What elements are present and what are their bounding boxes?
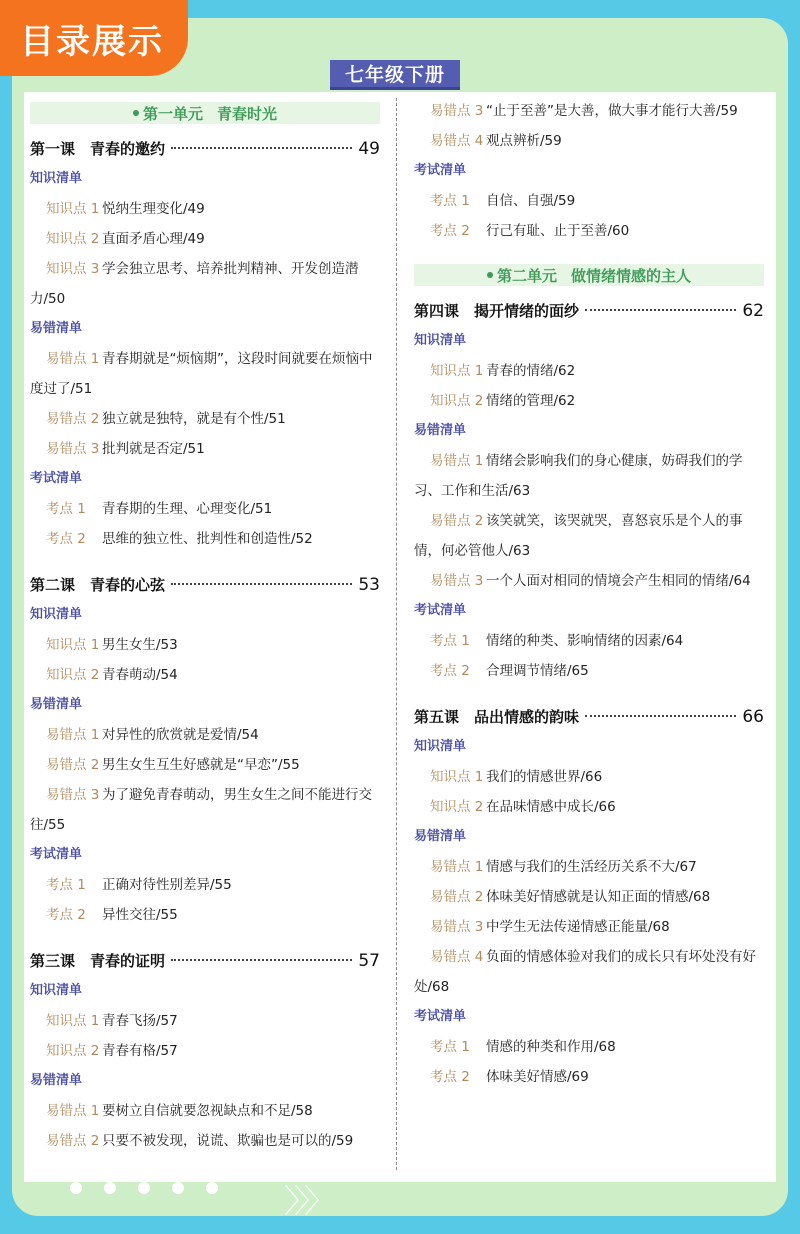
list-item: 考点 1 自信、自强/59 (430, 193, 576, 209)
bullet-dot-icon (487, 272, 493, 278)
list-item: 考点 2 思维的独立性、批判性和创造性/52 (46, 531, 313, 547)
list-item: 易错点 2 体味美好情感就是认知正面的情感/68 (430, 889, 711, 905)
list-item: 知识点 2 在品味情感中成长/66 (430, 799, 616, 815)
dot-leader (171, 583, 352, 585)
dot-leader (585, 715, 736, 717)
list-item: 易错点 3 为了避免青春萌动，男生女生之间不能进行交往/55 (30, 787, 372, 833)
lesson-title-4[interactable]: 第四课 揭开情绪的面纱 62 (414, 301, 764, 321)
dot-leader (171, 147, 352, 149)
section-header: 易错清单 (414, 423, 467, 438)
list-item: 考点 2 异性交往/55 (46, 907, 178, 923)
section-header: 考试清单 (30, 847, 83, 862)
list-item: 易错点 2 该笑就笑，该哭就哭，喜怒哀乐是个人的事情，何必管他人/63 (414, 513, 743, 559)
list-item: 易错点 3 批判就是否定/51 (46, 441, 205, 457)
section-header: 易错清单 (30, 321, 83, 336)
list-item: 知识点 1 悦纳生理变化/49 (46, 201, 205, 217)
list-item: 知识点 2 情绪的管理/62 (430, 393, 576, 409)
lesson-title-3[interactable]: 第三课 青春的证明 57 (30, 951, 380, 971)
list-item: 考点 1 正确对待性别差异/55 (46, 877, 232, 893)
dot-icon (206, 1182, 218, 1194)
unit-heading-1: 第一单元 青春时光 (30, 102, 380, 124)
list-item: 知识点 1 青春飞扬/57 (46, 1013, 178, 1029)
decorative-dots (70, 1182, 218, 1194)
list-item: 易错点 1 对异性的欣赏就是爱情/54 (46, 727, 259, 743)
dot-icon (172, 1182, 184, 1194)
lesson-title-2[interactable]: 第二课 青春的心弦 53 (30, 575, 380, 595)
list-item: 易错点 1 情绪会影响我们的身心健康，妨碍我们的学习、工作和生活/63 (414, 453, 743, 499)
dot-icon (138, 1182, 150, 1194)
list-item: 考点 1 青春期的生理、心理变化/51 (46, 501, 273, 517)
dot-icon (70, 1182, 82, 1194)
list-item: 易错点 4 观点辨析/59 (430, 133, 562, 149)
section-header: 知识清单 (30, 983, 83, 998)
column-divider (396, 98, 397, 1170)
grade-banner: 七年级下册 (330, 60, 460, 90)
list-item: 知识点 1 男生女生/53 (46, 637, 178, 653)
list-item: 易错点 2 只要不被发现，说谎、欺骗也是可以的/59 (46, 1133, 354, 1149)
section-header: 知识清单 (30, 607, 83, 622)
dot-icon (104, 1182, 116, 1194)
section-header: 易错清单 (414, 829, 467, 844)
section-header: 知识清单 (30, 171, 83, 186)
section-header: 知识清单 (414, 739, 467, 754)
dot-leader (585, 309, 736, 311)
list-item: 考点 1 情绪的种类、影响情绪的因素/64 (430, 633, 684, 649)
list-item: 知识点 1 我们的情感世界/66 (430, 769, 603, 785)
list-item: 知识点 3 学会独立思考、培养批判精神、开发创造潜力/50 (30, 261, 359, 307)
list-item: 知识点 2 青春有格/57 (46, 1043, 178, 1059)
chevron-decoration-icon: 〉〉〉 (284, 1182, 331, 1220)
list-item: 考点 2 行己有耻、止于至善/60 (430, 223, 630, 239)
section-header: 易错清单 (30, 1073, 83, 1088)
section-header: 考试清单 (414, 1009, 467, 1024)
list-item: 知识点 2 青春萌动/54 (46, 667, 178, 683)
dot-leader (171, 959, 352, 961)
section-header: 考试清单 (414, 603, 467, 618)
list-item: 知识点 1 青春的情绪/62 (430, 363, 576, 379)
list-item: 知识点 2 直面矛盾心理/49 (46, 231, 205, 247)
list-item: 易错点 2 独立就是独特，就是有个性/51 (46, 411, 286, 427)
section-header: 考试清单 (30, 471, 83, 486)
list-item: 易错点 4 负面的情感体验对我们的成长只有坏处没有好处/68 (414, 949, 756, 995)
section-header: 易错清单 (30, 697, 83, 712)
list-item: 易错点 3 一个人面对相同的情境会产生相同的情绪/64 (430, 573, 751, 589)
lesson-title-1[interactable]: 第一课 青春的邀约 49 (30, 139, 380, 159)
section-header: 知识清单 (414, 333, 467, 348)
section-header: 考试清单 (414, 163, 467, 178)
list-item: 易错点 2 男生女生互生好感就是“早恋”/55 (46, 757, 300, 773)
list-item: 考点 1 情感的种类和作用/68 (430, 1039, 616, 1055)
list-item: 易错点 1 要树立自信就要忽视缺点和不足/58 (46, 1103, 313, 1119)
lesson-title-5[interactable]: 第五课 品出情感的韵味 66 (414, 707, 764, 727)
unit-heading-2: 第二单元 做情绪情感的主人 (414, 264, 764, 286)
left-column (30, 100, 380, 1156)
list-item: 易错点 1 情感与我们的生活经历关系不大/67 (430, 859, 697, 875)
page-title: 目录展示 (20, 21, 164, 62)
list-item: 易错点 3 中学生无法传递情感正能量/68 (430, 919, 670, 935)
list-item: 考点 2 体味美好情感/69 (430, 1069, 589, 1085)
list-item: 易错点 3 “止于至善”是大善，做大事才能行大善/59 (430, 103, 738, 119)
bullet-dot-icon (133, 110, 139, 116)
right-column (414, 96, 764, 1092)
list-item: 考点 2 合理调节情绪/65 (430, 663, 589, 679)
header-tab (0, 0, 188, 76)
list-item: 易错点 1 青春期就是“烦恼期”，这段时间就要在烦恼中度过了/51 (30, 351, 373, 397)
